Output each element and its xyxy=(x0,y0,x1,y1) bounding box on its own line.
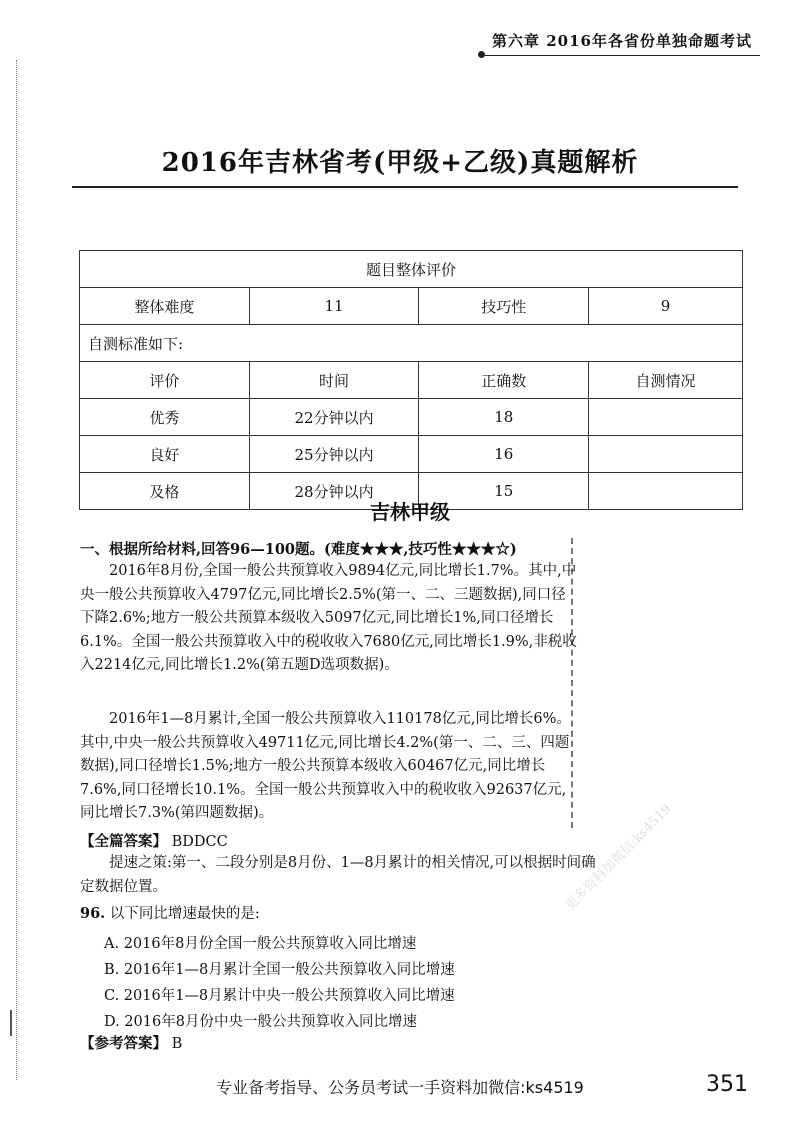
standard-label: 自测标准如下: xyxy=(80,325,743,362)
time-cell: 28分钟以内 xyxy=(249,473,419,510)
question-intro: 一、根据所给材料,回答96—100题。(难度★★★,技巧性★★★☆) xyxy=(80,541,517,558)
margin-dotted-line xyxy=(16,60,17,1080)
margin-mark xyxy=(10,1010,12,1036)
time-cell: 25分钟以内 xyxy=(249,436,419,473)
full-answer xyxy=(80,830,580,855)
table-row xyxy=(80,288,743,325)
self-check-cell xyxy=(589,436,743,473)
table-caption: 题目整体评价 xyxy=(80,251,743,288)
correct-cell: 18 xyxy=(419,399,589,436)
reference-answer-value: B xyxy=(171,1036,183,1052)
column-header: 自测情况 xyxy=(589,362,743,399)
column-header: 时间 xyxy=(249,362,419,399)
option-a: A. 2016年8月份全国一般公共预算收入同比增速 xyxy=(104,936,417,952)
footer-text: 专业备考指导、公务员考试一手资料加微信:ks4519 xyxy=(216,1078,584,1097)
skill-value: 9 xyxy=(589,288,743,325)
option-d: D. 2016年8月份中央一般公共预算收入同比增速 xyxy=(104,1014,417,1030)
material-paragraph-1: 2016年8月份,全国一般公共预算收入9894亿元,同比增长1.7%。其中,中央一般公共预算收入4797亿元,同比增长2.5%(第一、二、三题数据),同口径下降2.6%;地方一般公共预算本级收入5097亿元,同比增长1%,同口径增长6.1%。全国一般公共预算收入中的税收收入7680亿元,同比增长1.9%,非税收入2214亿元,同比增长1.2%(第五题D选项数据)。 xyxy=(80,563,577,673)
grade-cell: 及格 xyxy=(80,473,250,510)
correct-cell: 16 xyxy=(419,436,589,473)
page-title: 2016年吉林省考(甲级+乙级)真题解析 xyxy=(161,148,639,178)
reference-answer xyxy=(80,1032,182,1053)
column-header: 正确数 xyxy=(419,362,589,399)
running-header: 第六章 2016年各省份单独命题考试 xyxy=(492,32,752,50)
option-c: C. 2016年1—8月累计中央一般公共预算收入同比增速 xyxy=(104,988,455,1004)
time-cell: 22分钟以内 xyxy=(249,399,419,436)
question-stem: 以下同比增速最快的是: xyxy=(109,906,260,922)
speed-tip: 提速之策:第一、二段分别是8月份、1—8月累计的相关情况,可以根据时间确定数据位置。 xyxy=(80,855,596,895)
difficulty-label: 整体难度 xyxy=(80,288,250,325)
skill-label: 技巧性 xyxy=(419,288,589,325)
table-row xyxy=(80,399,743,436)
section-title: 吉林甲级 xyxy=(370,500,450,524)
self-check-cell xyxy=(589,399,743,436)
table-header-row xyxy=(80,362,743,399)
full-answer-value: BDDCC xyxy=(171,834,228,850)
reference-answer-label: 【参考答案】 xyxy=(80,1035,167,1052)
question-96 xyxy=(80,902,600,927)
material-paragraph-2: 2016年1—8月累计,全国一般公共预算收入110178亿元,同比增长6%。其中,中央一般公共预算收入49711亿元,同比增长4.2%(第一、二、三、四题数据),同口径增长1.5%;地方一般公共预算本级收入60467亿元,同比增长7.6%,同口径增长10.1%。全国一般公共预算收入中的税收收入92637亿元,同比增长7.3%(第四题数据)。 xyxy=(80,711,571,821)
full-answer-label: 【全篇答案】 xyxy=(80,833,167,850)
evaluation-table xyxy=(79,250,743,510)
grade-cell: 优秀 xyxy=(80,399,250,436)
difficulty-value: 11 xyxy=(249,288,419,325)
option-b: B. 2016年1—8月累计全国一般公共预算收入同比增速 xyxy=(104,962,455,978)
table-row xyxy=(80,251,743,288)
watermark: 更多资料加微信:ks4519 xyxy=(562,801,675,914)
header-rule xyxy=(482,55,760,56)
table-row xyxy=(80,436,743,473)
table-row xyxy=(80,325,743,362)
title-rule xyxy=(72,186,738,188)
question-number: 96. xyxy=(80,905,106,922)
grade-cell: 良好 xyxy=(80,436,250,473)
column-header: 评价 xyxy=(80,362,250,399)
correct-cell: 15 xyxy=(419,473,589,510)
page-number: 351 xyxy=(706,1072,748,1097)
